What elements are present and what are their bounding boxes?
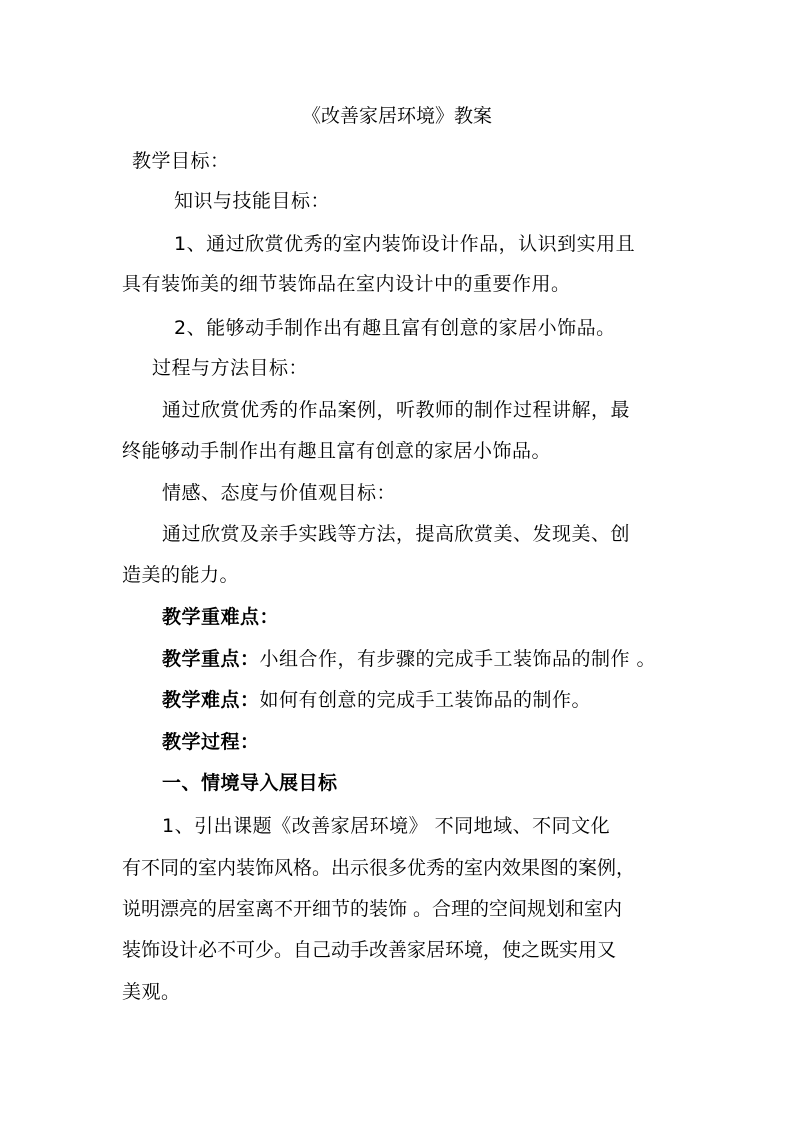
- emotion-line-2: 造美的能力。: [122, 564, 240, 586]
- key-point-label: 教学重点：: [162, 648, 260, 670]
- difficult-point-text: 如何有创意的完成手工装饰品的制作。: [259, 689, 592, 711]
- difficult-point-label: 教学难点：: [162, 689, 260, 711]
- step-1-line-3: 说明漂亮的居室离不开细节的装饰 。合理的空间规划和室内: [122, 898, 623, 920]
- knowledge-item-2: 2、能够动手制作出有趣且富有创意的家居小饰品。: [174, 317, 616, 339]
- key-difficult-heading: 教学重难点：: [162, 606, 280, 628]
- step-1-heading: 一、情境导入展目标: [162, 772, 338, 794]
- step-1-line-1: 1、引出课题《改善家居环境》 不同地域、不同文化: [162, 815, 611, 837]
- process-line-2: 终能够动手制作出有趣且富有创意的家居小饰品。: [122, 440, 552, 462]
- knowledge-item-1-line-2: 具有装饰美的细节装饰品在室内设计中的重要作用。: [122, 273, 571, 295]
- key-point-row: [162, 647, 656, 671]
- objectives-heading: 教学目标：: [132, 150, 230, 172]
- difficult-point-row: [162, 688, 591, 712]
- step-1-line-2: 有不同的室内装饰风格。出示很多优秀的室内效果图的案例，: [122, 857, 636, 879]
- knowledge-item-1-line-1: 1、通过欣赏优秀的室内装饰设计作品，认识到实用且: [174, 233, 636, 255]
- document-title: 《改善家居环境》教案: [301, 105, 492, 127]
- emotion-heading: 情感、态度与价值观目标：: [162, 482, 397, 504]
- emotion-line-1: 通过欣赏及亲手实践等方法，提高欣赏美、发现美、创: [162, 523, 631, 545]
- knowledge-heading: 知识与技能目标：: [174, 190, 331, 212]
- process-line-1: 通过欣赏优秀的作品案例，听教师的制作过程讲解，最: [162, 399, 631, 421]
- step-1-line-4: 装饰设计必不可少。自己动手改善家居环境，使之既实用又: [122, 939, 617, 961]
- key-point-text: 小组合作，有步骤的完成手工装饰品的制作 。: [259, 648, 657, 670]
- step-1-line-5: 美观。: [122, 981, 181, 1003]
- teaching-process-heading: 教学过程：: [162, 731, 260, 753]
- process-heading: 过程与方法目标：: [152, 357, 309, 379]
